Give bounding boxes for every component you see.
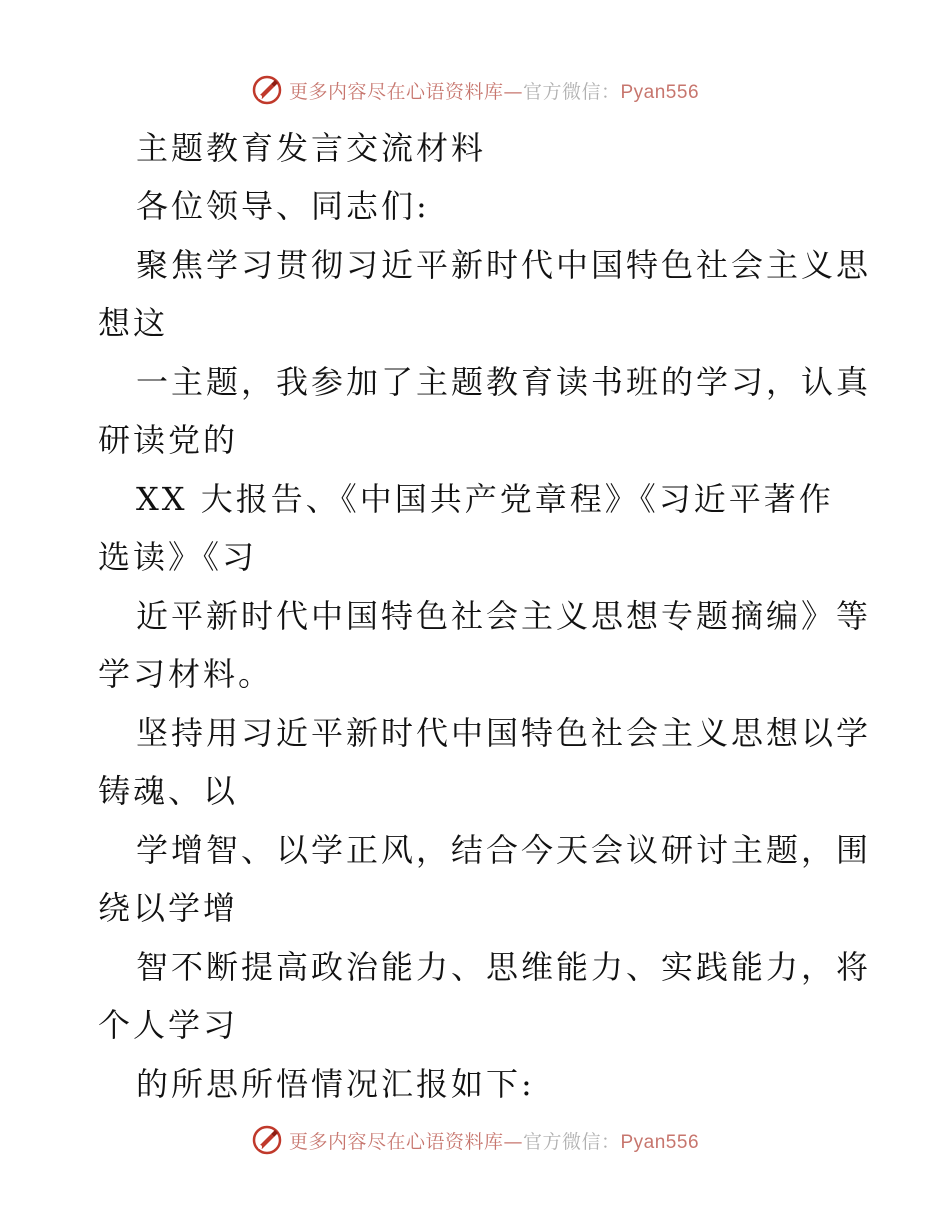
- paragraph-line: 个人学习: [98, 1006, 239, 1044]
- paragraph-line: 选读》《习: [98, 538, 258, 576]
- paragraph-line: 近平新时代中国特色社会主义思想专题摘编》等: [136, 597, 872, 635]
- paragraph-line: 一主题，我参加了主题教育读书班的学习，认真: [136, 363, 872, 401]
- document-title: 主题教育发言交流材料: [136, 129, 487, 167]
- paragraph-line: 研读党的: [98, 421, 239, 459]
- paragraph-line: 智不断提高政治能力、思维能力、实践能力，将: [136, 948, 872, 986]
- pen-circle-logo-icon: [251, 1124, 283, 1156]
- paragraph-line: 铸魂、以: [98, 772, 239, 810]
- paragraph-line: 学增智、以学正风，结合今天会议研讨主题，围: [136, 831, 872, 869]
- paragraph-line: 坚持用习近平新时代中国特色社会主义思想以学: [136, 714, 872, 752]
- paragraph-line: 想这: [98, 304, 169, 342]
- paragraph-line: 学习材料。: [98, 655, 274, 693]
- watermark-text: 更多内容尽在心语资料库—官方微信：Pyan556: [288, 80, 700, 103]
- paragraph-line: 的所思所悟情况汇报如下:: [136, 1065, 535, 1103]
- paragraph-line: XX 大报告、《中国共产党章程》《习近平著作: [136, 480, 834, 518]
- paragraph-line: 绕以学增: [98, 889, 239, 927]
- footer-watermark: [0, 1120, 950, 1160]
- paragraph-line: 聚焦学习贯彻习近平新时代中国特色社会主义思: [136, 246, 872, 284]
- salutation: 各位领导、同志们:: [136, 187, 430, 225]
- watermark-text: 更多内容尽在心语资料库—官方微信：Pyan556: [288, 1130, 700, 1153]
